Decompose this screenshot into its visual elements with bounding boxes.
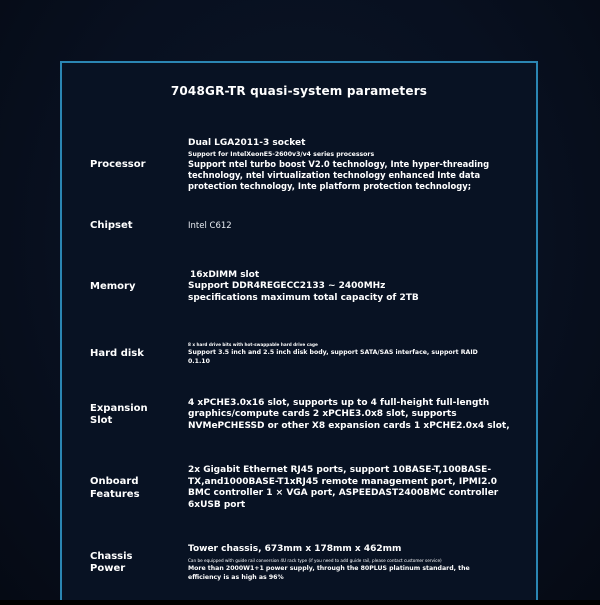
spec-table [62, 120, 536, 605]
row-label-onboard-features [90, 455, 170, 521]
row-content-hard-disk [188, 332, 520, 375]
row-content-chipset [188, 210, 520, 242]
onboard-line-3: BMC controller 1 × VGA port, ASPEEDAST2400BMC controller [188, 488, 499, 498]
row-label-processor: Processor [90, 159, 146, 170]
spec-frame [60, 61, 538, 600]
hard-disk-line-3: 0.1.10 [188, 358, 210, 365]
row-label-expansion-slot: Expansion Slot [90, 403, 148, 426]
expansion-line-2: graphics/compute cards 2 xPCHE3.0x8 slot, supports [188, 409, 457, 420]
row-label-chipset: Chipset [90, 220, 133, 231]
page-title: 7048GR-TR quasi-system parameters [170, 83, 428, 98]
row-chassis-power [62, 521, 536, 605]
row-expansion-slot [62, 375, 536, 455]
expansion-line-1: 4 xPCHE3.0x16 slot, supports up to 4 full-height full-length [188, 397, 490, 408]
processor-line-3: Support ntel turbo boost V2.0 technology, Inte hyper-threading [188, 158, 490, 169]
hard-disk-line-2: Support 3.5 inch and 2.5 inch disk body, support SATA/SAS interface, support RAID [188, 349, 478, 356]
onboard-label-line-2: Features [90, 489, 140, 500]
onboard-line-2: TX,and1000BASE-T1xRJ45 remote management port, IPMI2.0 [188, 476, 498, 487]
onboard-label-line-1: Onboard [90, 476, 139, 487]
row-hard-disk [62, 332, 536, 375]
processor-line-4: technology, ntel virtualization technology enhanced Inte data [188, 169, 481, 180]
chassis-line-3: More than 2000W1+1 power supply, through the 80PLUS platinum standard, the [188, 565, 470, 573]
row-content-memory [188, 242, 520, 332]
row-onboard-features [62, 455, 536, 521]
hard-disk-line-1: 8 x hard drive bits with hot-swappable hard drive cage [188, 342, 318, 347]
row-content-chassis-power [188, 521, 520, 605]
chipset-line-1: Intel C612 [188, 221, 232, 231]
row-label-memory: Memory [90, 281, 136, 292]
onboard-line-1: 2x Gigabit Ethernet RJ45 ports, support 10BASE-T,100BASE- [188, 465, 492, 475]
processor-line-2: Support for IntelXeonE5-2600v3/v4 series processors [188, 150, 375, 158]
row-memory [62, 242, 536, 332]
memory-line-3: specifications maximum total capacity of 2TB [188, 292, 419, 303]
row-content-expansion-slot [188, 375, 520, 455]
row-content-processor [188, 120, 520, 210]
row-chipset [62, 210, 536, 242]
memory-line-1: 16xDIMM slot [190, 269, 260, 280]
chassis-line-2: Can be equipped with guide rail conversion 4U rack type (if you need to add guide rail, please contact customer service) [188, 558, 442, 564]
row-label-hard-disk: Hard disk [90, 347, 144, 359]
expansion-line-3: NVMePCHESSD or other X8 expansion cards 1 xPCHE2.0x4 slot, [188, 420, 510, 431]
row-content-onboard-features [188, 455, 520, 521]
processor-line-5: protection technology, Inte platform protection technology; [188, 180, 472, 191]
memory-line-2: Support DDR4REGECC2133 ~ 2400MHz [188, 281, 386, 292]
row-label-chassis-power: Chassis Power [90, 551, 133, 574]
onboard-line-4: 6xUSB port [188, 499, 246, 510]
chassis-line-1: Tower chassis, 673mm x 178mm x 462mm [188, 543, 402, 554]
processor-line-1: Dual LGA2011-3 socket [188, 138, 306, 149]
chassis-line-4: efficiency is as high as 96% [188, 574, 284, 582]
row-processor [62, 120, 536, 210]
